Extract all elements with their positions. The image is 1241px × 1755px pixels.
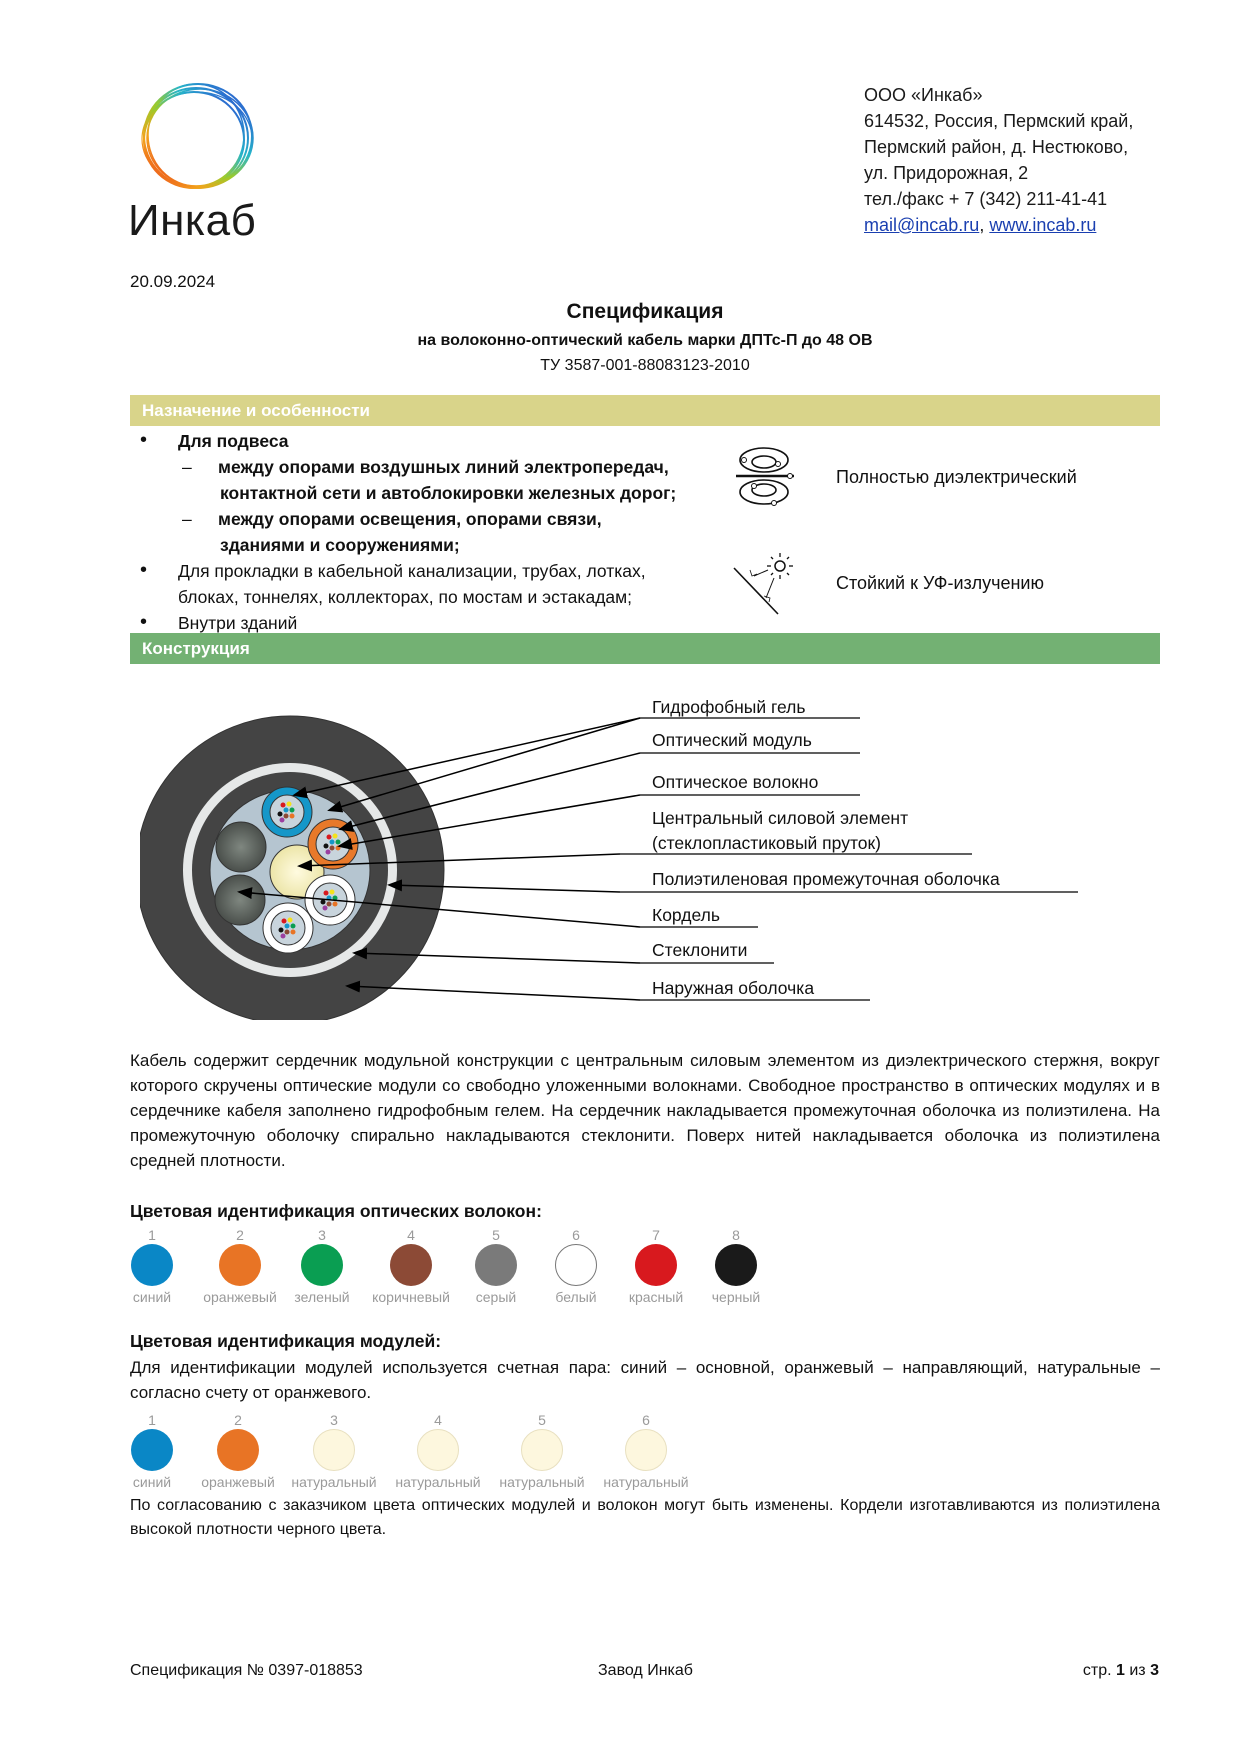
address-line: Пермский район, д. Нестюково, [864, 137, 1129, 157]
dash-icon: – [182, 509, 192, 529]
page-subtitle: на волоконно-оптический кабель марки ДПТс-П до 48 ОВ [417, 332, 873, 349]
label-central-strength-member: Центральный силовой элемент [652, 808, 909, 828]
page-title: Спецификация [566, 300, 724, 323]
color-dot [131, 1244, 173, 1286]
fiber-swatch: 8 черный [711, 1227, 761, 1305]
footer-spec-number: Спецификация № 0397-018853 [130, 1662, 363, 1679]
color-dot [475, 1244, 517, 1286]
purpose-section-header: Назначение и особенности [130, 395, 1160, 426]
color-dot [131, 1429, 173, 1471]
list-subitem: – между опорами освещения, опорами связи, [140, 506, 700, 532]
color-dot [417, 1429, 459, 1471]
label-intermediate-sheath: Полиэтиленовая промежуточная оболочка [652, 869, 1000, 889]
cable-cross-section-diagram [140, 697, 1080, 1020]
list-item: • Внутри зданий [140, 610, 700, 636]
module-swatch: 5 натуральный [499, 1412, 585, 1490]
rainbow-ring-icon [128, 78, 268, 198]
color-dot [715, 1244, 757, 1286]
bullet-icon: • [140, 429, 148, 451]
module-swatch: 4 натуральный [395, 1412, 481, 1490]
feature-uv-resistant [730, 548, 1044, 618]
list-subitem-continuation: контактной сети и автоблокировки железных дорог; [220, 483, 677, 503]
company-name: ООО «Инкаб» [864, 85, 983, 105]
fiber-swatch: 1 синий [132, 1227, 172, 1305]
module-swatch: 2 оранжевый [201, 1412, 275, 1490]
module-colors-description: Для идентификации модулей используется счетная пара: синий – основной, оранжевый – направляющий, натуральные – согласно счету от оранжевого. [130, 1358, 1160, 1402]
label-optical-module: Оптический модуль [652, 730, 812, 750]
current-page: 1 [1116, 1662, 1125, 1679]
document-date: 20.09.2024 [130, 272, 216, 291]
label-outer-sheath: Наружная оболочка [652, 978, 815, 998]
dielectric-icon [730, 442, 800, 512]
website-link[interactable]: www.incab.ru [989, 215, 1097, 235]
cable-cross-section-icon [140, 700, 1080, 1020]
fiber-swatch: 6 белый [555, 1227, 597, 1305]
logo-wordmark: Инкаб [128, 196, 257, 245]
fiber-swatch: 7 красный [628, 1227, 684, 1305]
label-optical-fiber: Оптическое волокно [652, 772, 819, 792]
fiber-colors-heading: Цветовая идентификация оптических волокон: [130, 1201, 542, 1221]
module-color-swatches [126, 1413, 696, 1491]
color-dot [625, 1429, 667, 1471]
label-hydrophobic-gel: Гидрофобный гель [652, 697, 806, 717]
company-info [864, 82, 1133, 238]
page-indicator: стр. 1 из 3 [1082, 1662, 1159, 1679]
total-pages: 3 [1150, 1662, 1159, 1679]
label-cordel: Кордель [652, 905, 720, 925]
list-item-continuation: блоках, тоннелях, коллекторах, по мостам и эстакадам; [178, 587, 633, 607]
module-swatch: 3 натуральный [291, 1412, 377, 1490]
bullet-icon: • [140, 611, 148, 633]
fiber-swatch: 3 зеленый [294, 1227, 350, 1305]
address-line: 614532, Россия, Пермский край, [864, 111, 1134, 131]
module-swatch: 6 натуральный [603, 1412, 689, 1490]
module-colors-heading: Цветовая идентификация модулей: [130, 1331, 442, 1351]
list-subitem: – между опорами воздушных линий электропередач, [140, 454, 700, 480]
fiber-swatch: 2 оранжевый [203, 1227, 277, 1305]
color-dot [217, 1429, 259, 1471]
bullet-icon: • [140, 559, 148, 581]
color-dot [635, 1244, 677, 1286]
feature-dielectric [730, 442, 1077, 512]
module-swatch: 1 синий [132, 1412, 172, 1490]
construction-description: Кабель содержит сердечник модульной конструкции с центральным силовым элементом из диэлектрического стержня, вокруг которого скручены оптические модули со свободно уложенными волокнами. Свободное пространство в оптических модулях и в сердечнике кабеля заполнено гидрофобным гелем. На сердечник накладывается промежуточная оболочка из полиэтилена. На промежуточную оболочку спирально накладываются стеклонити. Поверх нитей накладывается оболочка из полиэтилена средней плотности. [130, 1051, 1160, 1170]
color-dot [219, 1244, 261, 1286]
purpose-list [140, 428, 700, 636]
dash-icon: – [182, 457, 192, 477]
fiber-swatch: 5 серый [475, 1227, 517, 1305]
color-dot [555, 1244, 597, 1286]
fiber-color-swatches [126, 1228, 772, 1306]
list-item: • Для прокладки в кабельной канализации, трубах, лотках, [140, 558, 700, 584]
construction-section-header: Конструкция [130, 633, 1160, 664]
address-line: ул. Придорожная, 2 [864, 163, 1029, 183]
feature-label: Полностью диэлектрический [836, 466, 1077, 487]
title-block [130, 298, 1160, 378]
color-dot [390, 1244, 432, 1286]
label-glass-yarns: Стеклонити [652, 940, 748, 960]
email-link[interactable]: mail@incab.ru [864, 215, 980, 235]
footer-factory: Завод Инкаб [598, 1662, 693, 1679]
color-dot [301, 1244, 343, 1286]
color-dot [313, 1429, 355, 1471]
label-central-strength-member-material: (стеклопластиковый пруток) [652, 833, 881, 853]
fiber-swatch: 4 коричневый [372, 1227, 450, 1305]
tech-spec-number: ТУ 3587-001-88083123-2010 [540, 357, 750, 374]
phone: тел./факс + 7 (342) 211-41-41 [864, 189, 1108, 209]
uv-resistant-icon [730, 548, 800, 618]
list-item: • Для подвеса [140, 428, 700, 454]
separator: , [979, 215, 990, 235]
list-subitem-continuation: зданиями и сооружениями; [220, 535, 460, 555]
feature-label: Стойкий к УФ-излучению [836, 572, 1044, 593]
color-change-note: По согласованию с заказчиком цвета оптических модулей и волокон могут быть изменены. Кордели изготавливаются из полиэтилена высокой плотности черного цвета. [130, 1497, 1160, 1538]
color-dot [521, 1429, 563, 1471]
